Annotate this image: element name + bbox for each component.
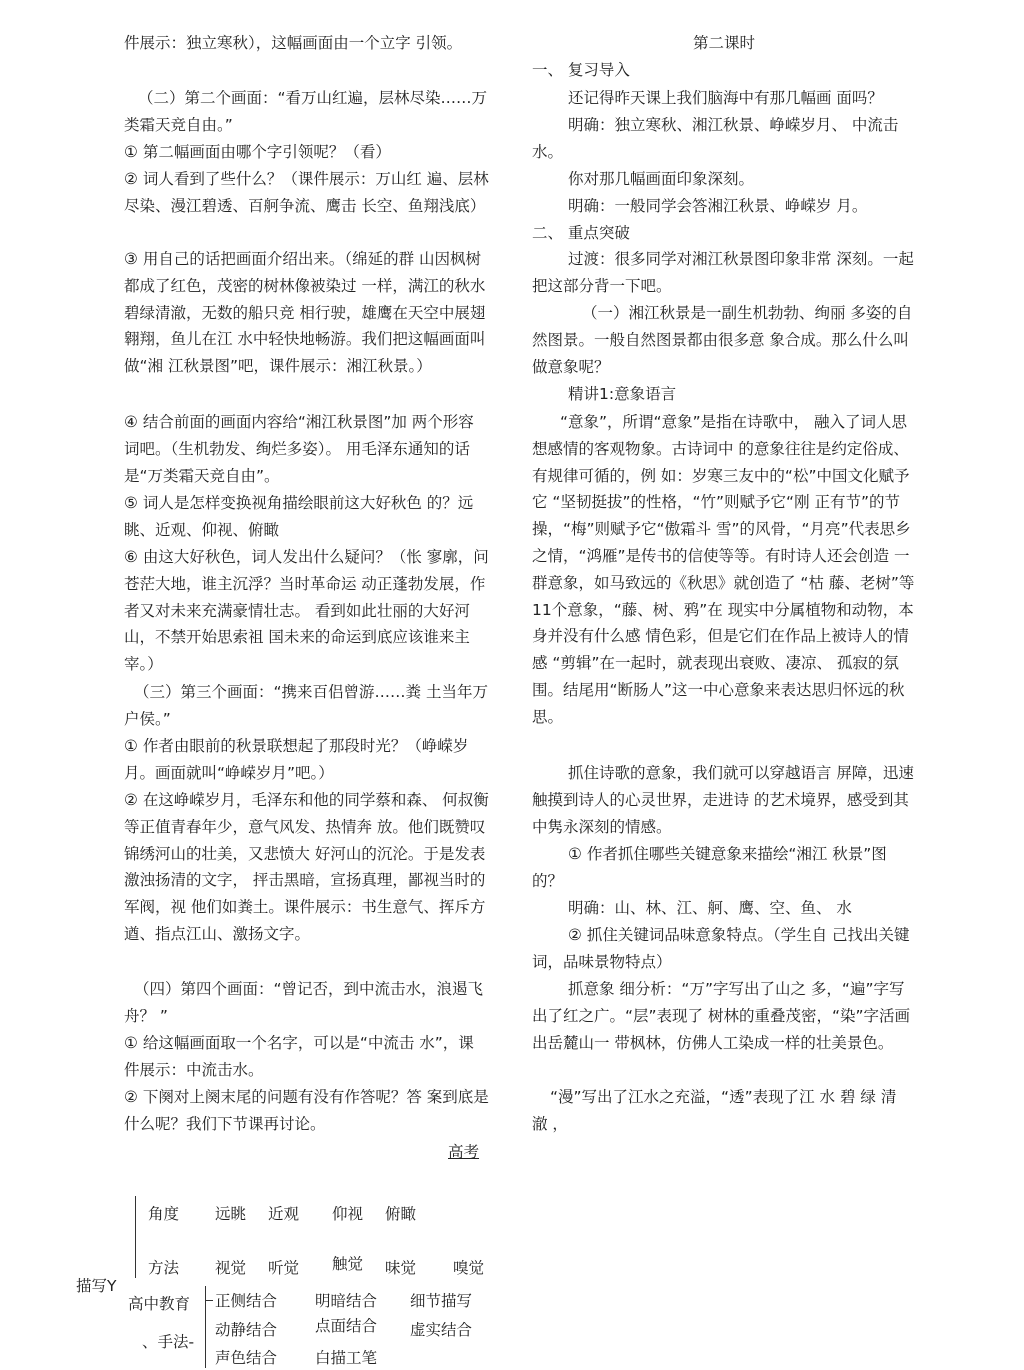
technique-item: 虚实结合	[410, 1321, 473, 1339]
right-paragraph: 明确：一般同学会答湘江秋景、峥嵘岁 月。	[568, 197, 868, 215]
left-paragraph: ① 作者由眼前的秋景联想起了那段时光？（峥嵘岁月。画面就叫“峥嵘岁月”吧。）	[124, 737, 469, 782]
technique-label: 、手法-	[142, 1333, 195, 1351]
method-item: 视觉	[215, 1259, 247, 1277]
method-label: 方法	[148, 1259, 180, 1277]
right-paragraph: 还记得昨天课上我们脑海中有那几幅画 面吗？	[568, 89, 883, 107]
left-paragraph: ⑥ 由这大好秋色，词人发出什么疑问？（怅 寥廓，问苍茫大地，谁主沉浮？当时革命运 动正蓬勃发展，作者又对未来充满豪情壮志。 看到如此壮丽的大好河山，不禁开始思索祖 国未来的命运到底应该谁来主宰。）	[124, 548, 489, 674]
left-paragraph: ④ 结合前面的画面内容给“湘江秋景图”加 两个形容词吧。（生机勃发、绚烂多姿）。 用毛泽东通知的话是“万类霜天竞自由”。	[124, 413, 474, 485]
left-paragraph: （二）第二个画面：“看万山红遍，层林尽染……万类霜天竞自由。”	[124, 89, 488, 134]
right-paragraph: ① 作者抓住哪些关键意象来描绘“湘江 秋景”图的？	[532, 845, 887, 890]
method-item: 味觉	[385, 1259, 417, 1277]
right-paragraph: （一）湘江秋景是一副生机勃勃、绚丽 多姿的自然图景。一般自然图景都由很多意 象合成。那么什么叫做意象呢？	[532, 304, 913, 376]
tree-tick	[205, 1300, 213, 1301]
left-paragraph: 件展示：独立寒秋），这幅画面由一个立字 引领。	[124, 34, 463, 52]
left-paragraph: （四）第四个画面：“曾记否，到中流击水，浪遏飞舟？ ”	[124, 980, 484, 1025]
left-paragraph: （三）第三个画面：“携来百侣曾游……粪 土当年万户侯。”	[124, 683, 488, 728]
tree-root: 描写Y	[76, 1277, 117, 1295]
method-item: 触觉	[332, 1255, 364, 1273]
right-paragraph: “意象”，所谓“意象”是指在诗歌中， 融入了词人思想感情的客观物象。古诗词中 的意象往往是约定俗成、有规律可循的，例 如：岁寒三友中的“松”中国文化赋予它 “坚韧挺拔”的性格，“竹”则赋予它“刚 正有节”的节操，“梅”则赋予它“傲霜斗 雪”的风骨，“月亮”代表思乡之情，“鸿雁”是传书的信使等等。有时诗人还会创造 一群意象，如马致远的《秋思》就创造了 “枯 藤、老树”等11个意象，“藤、树、鸦”在 现实中分属植物和动物，本身并没有什么感 情色彩，但是它们在作品上被诗人的情感 “剪辑”在一起时，就表现出衰败、凄凉、 孤寂的氛围。结尾用“断肠人”这一中心意象来表达思归怀远的秋思。	[532, 413, 915, 726]
right-paragraph: 过渡：很多同学对湘江秋景图印象非常 深刻。一起把这部分背一下吧。	[532, 250, 914, 295]
technique-item: 点面结合	[315, 1317, 378, 1335]
method-item: 听觉	[268, 1259, 300, 1277]
right-paragraph: 抓住诗歌的意象，我们就可以穿越语言 屏障，迅速触摸到诗人的心灵世界，走进诗 的艺术境界，感受到其中隽永深刻的情感。	[532, 764, 914, 836]
technique-item: 白描工笔	[315, 1349, 378, 1367]
angle-item: 近观	[268, 1205, 300, 1223]
right-paragraph: 第二课时	[692, 34, 755, 52]
tree-bracket-bottom	[205, 1286, 206, 1368]
right-paragraph: 明确：山、林、江、舸、鹰、空、鱼、 水	[568, 899, 852, 917]
left-paragraph: ② 下阕对上阕末尾的问题有没有作答呢？答 案到底是什么呢？我们下节课再讨论。	[124, 1088, 489, 1133]
technique-item: 细节描写	[410, 1292, 473, 1310]
gaokao-link: 高考	[448, 1143, 480, 1161]
right-paragraph: 二、 重点突破	[532, 224, 630, 242]
right-paragraph: 你对那几幅画面印象深刻。	[568, 170, 755, 188]
method-item: 嗅觉	[453, 1259, 485, 1277]
tree-bracket-top	[135, 1196, 136, 1278]
left-paragraph: ② 在这峥嵘岁月，毛泽东和他的同学蔡和森、 何叔衡等正值青春年少，意气风发、热情奔 放。他们既赞叹锦绣河山的壮美，又悲愤大 好河山的沉沦。于是发表激浊扬清的文字， 抨击黑暗，宣扬真理，鄙视当时的军阀，视 他们如粪土。课件展示：书生意气、挥斥方 遒、指点江山、激扬文字。	[124, 791, 489, 943]
right-paragraph: ② 抓住关键词品味意象特点。（学生自 己找出关键词，品味景物特点）	[532, 926, 910, 971]
technique-item: 声色结合	[215, 1349, 278, 1367]
left-paragraph: ② 词人看到了些什么？（课件展示：万山红 遍、层林尽染、漫江碧透、百舸争流、鹰击 长空、鱼翔浅底）	[124, 170, 489, 215]
technique-item: 明暗结合	[315, 1292, 378, 1310]
right-paragraph: 明确：独立寒秋、湘江秋景、峥嵘岁月、 中流击水。	[532, 116, 899, 161]
left-paragraph: ① 给这幅画面取一个名字，可以是“中流击 水”，课件展示：中流击水。	[124, 1034, 474, 1079]
right-paragraph: “漫”写出了江水之充溢，“透”表现了江 水 碧 绿 清 澈 ，	[532, 1088, 897, 1133]
angle-label: 角度	[148, 1205, 180, 1223]
right-paragraph: 一、 复习导入	[532, 61, 630, 79]
school-label: 高中教育	[128, 1295, 191, 1313]
technique-item: 动静结合	[215, 1321, 278, 1339]
technique-item: 正侧结合	[215, 1292, 278, 1310]
angle-item: 仰视	[332, 1205, 364, 1223]
right-paragraph: 精讲1:意象语言	[568, 385, 677, 403]
left-paragraph: ③ 用自己的话把画面介绍出来。（绵延的群 山因枫树都成了红色，茂密的树林像被染过 一样，满江的秋水碧绿清澈，无数的船只竞 相行驶，雄鹰在天空中展翅翱翔，鱼儿在江 水中轻快地畅游。我们把这幅画面叫做“湘 江秋景图”吧，课件展示：湘江秋景。）	[124, 250, 486, 376]
angle-item: 俯瞰	[385, 1205, 417, 1223]
left-paragraph: ⑤ 词人是怎样变换视角描绘眼前这大好秋色 的？远眺、近观、仰视、俯瞰	[124, 494, 474, 539]
left-paragraph: ① 第二幅画面由哪个字引领呢？（看）	[124, 143, 391, 161]
right-paragraph: 抓意象 细分析：“万”字写出了山之 多，“遍”字写出了红之广。“层”表现了 树林的重叠茂密，“染”字活画出岳麓山一 带枫林，仿佛人工染成一样的壮美景色。	[532, 980, 911, 1052]
angle-item: 远眺	[215, 1205, 247, 1223]
